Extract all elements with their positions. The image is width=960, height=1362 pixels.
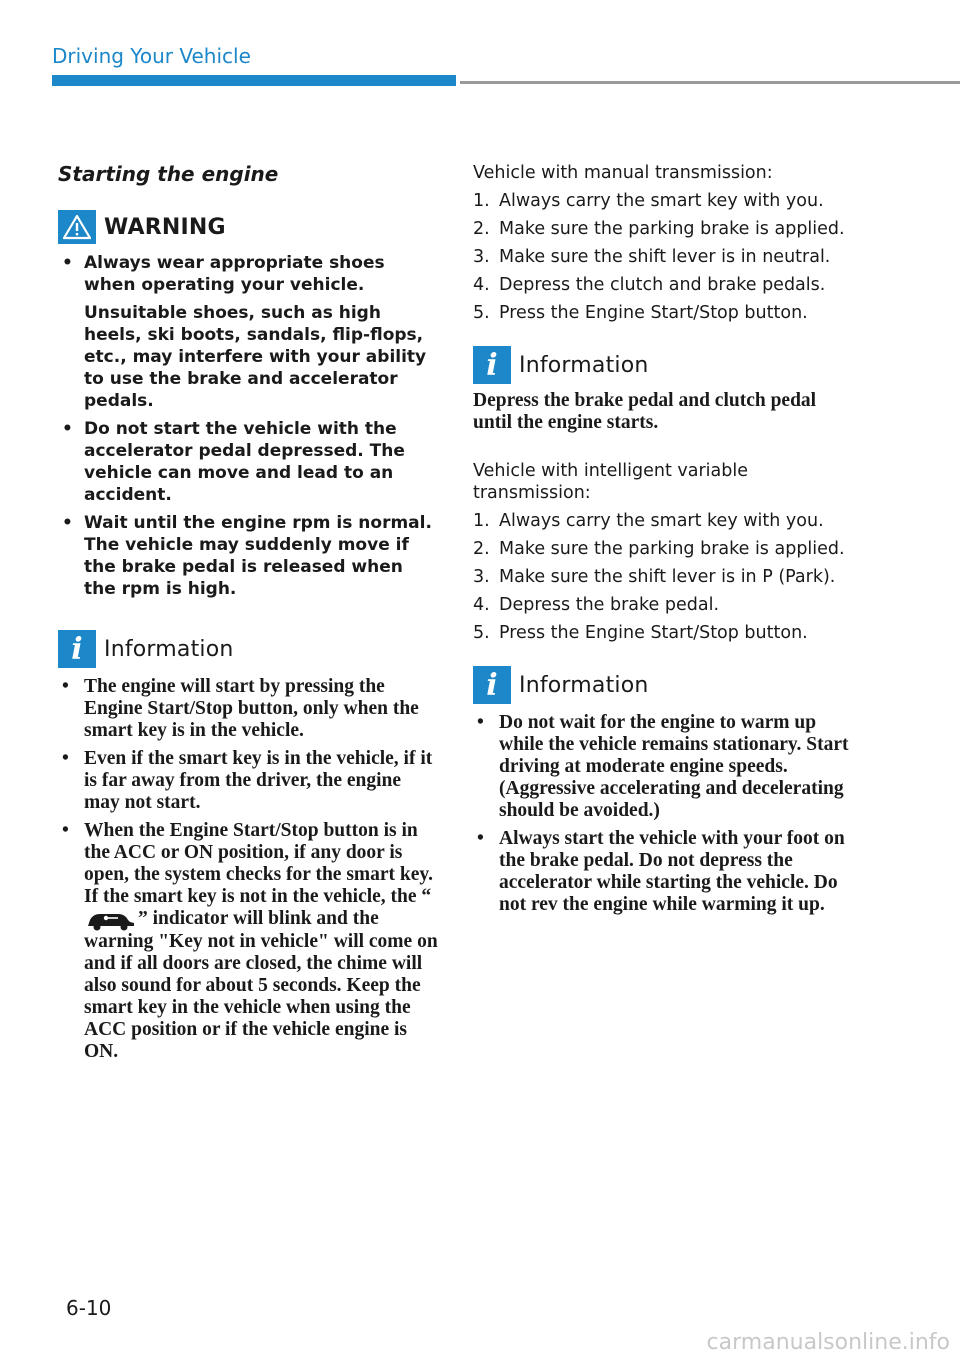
warning-item-text: Do not start the vehicle with the accelerator pedal depressed. The vehicle can move and lead to an accident. [84,419,405,505]
list-item: 4. Depress the clutch and brake pedals. [473,275,826,295]
section-title: Starting the engine [58,162,279,186]
warning-triangle-icon [58,210,96,244]
list-item [58,418,438,506]
list-item: • Even if the smart key is in the vehicle, if it is far away from the driver, the engine may not start. [58,748,438,814]
information-label: Information [519,672,649,698]
list-item: 3. Make sure the shift lever is in neutral. [473,247,831,267]
list-item: 4. Depress the brake pedal. [473,595,720,615]
page-number: 6-10 [66,1296,112,1320]
list-item: • Do not wait for the engine to warm up while the vehicle remains stationary. Start driving at moderate engine speeds. (Aggressive accelerating and decelerating should be avoided.) [473,712,853,822]
info-icon: i [58,630,96,668]
ivt-steps [473,510,853,644]
information-label: Information [519,352,649,378]
right-column [473,158,853,922]
warning-list [58,252,438,600]
warning-item-text: Wait until the engine rpm is normal. The vehicle may suddenly move if the brake pedal is released when the rpm is high. [84,513,432,599]
warning-item-text: Always wear appropriate shoes when operating your vehicle. [84,253,385,295]
information-list [58,676,438,1063]
list-item: 5. Press the Engine Start/Stop button. [473,303,808,323]
ivt-intro: Vehicle with intelligent variable transmission: [473,461,748,503]
information-callout [58,630,438,1063]
header-accent-bar [52,75,456,86]
information-callout [473,346,853,434]
info-item-text: ” indicator will blink and the warning "Key not in vehicle" will come on and if all doors are closed, the chime will also sound for about 5 seconds. Keep the smart key in the vehicle when using the ACC position or if the vehicle engine is ON. [84,908,438,1062]
list-item: 3. Make sure the shift lever is in P (Park). [473,567,836,587]
list-item: 1. Always carry the smart key with you. [473,511,824,531]
header-rule [460,81,960,84]
information-label: Information [104,636,234,662]
warning-callout [58,210,438,600]
info-icon: i [473,666,511,704]
manual-steps [473,190,853,324]
info-icon: i [473,346,511,384]
warning-item-detail: Unsuitable shoes, such as high heels, ski boots, sandals, flip-flops, etc., may interfere with your ability to use the brake and accelerator pedals. [84,303,427,411]
list-item [58,512,438,600]
list-item [58,820,438,1063]
left-column [58,158,438,1069]
information-callout [473,666,853,916]
manual-intro: Vehicle with manual transmission: [473,163,773,183]
info-item-text: When the Engine Start/Stop button is in the ACC or ON position, if any door is open, the system checks for the smart key. If the smart key is not in the vehicle, the “ [84,820,433,907]
list-item: 2. Make sure the parking brake is applied. [473,539,845,559]
list-item: • The engine will start by pressing the Engine Start/Stop button, only when the smart key is in the vehicle. [58,676,438,742]
watermark: carmanualsonline.info [706,1330,950,1355]
header-title: Driving Your Vehicle [52,44,251,68]
information-text: Depress the brake pedal and clutch pedal until the engine starts. [473,390,817,433]
list-item: 2. Make sure the parking brake is applied. [473,219,845,239]
warning-label: WARNING [104,214,226,240]
key-not-in-vehicle-indicator-icon [84,909,138,931]
list-item: 5. Press the Engine Start/Stop button. [473,623,808,643]
list-item: 1. Always carry the smart key with you. [473,191,824,211]
information-list [473,712,853,916]
list-item [58,252,438,412]
list-item: • Always start the vehicle with your foot on the brake pedal. Do not depress the accelerator while starting the vehicle. Do not rev the engine while warming it up. [473,828,853,916]
